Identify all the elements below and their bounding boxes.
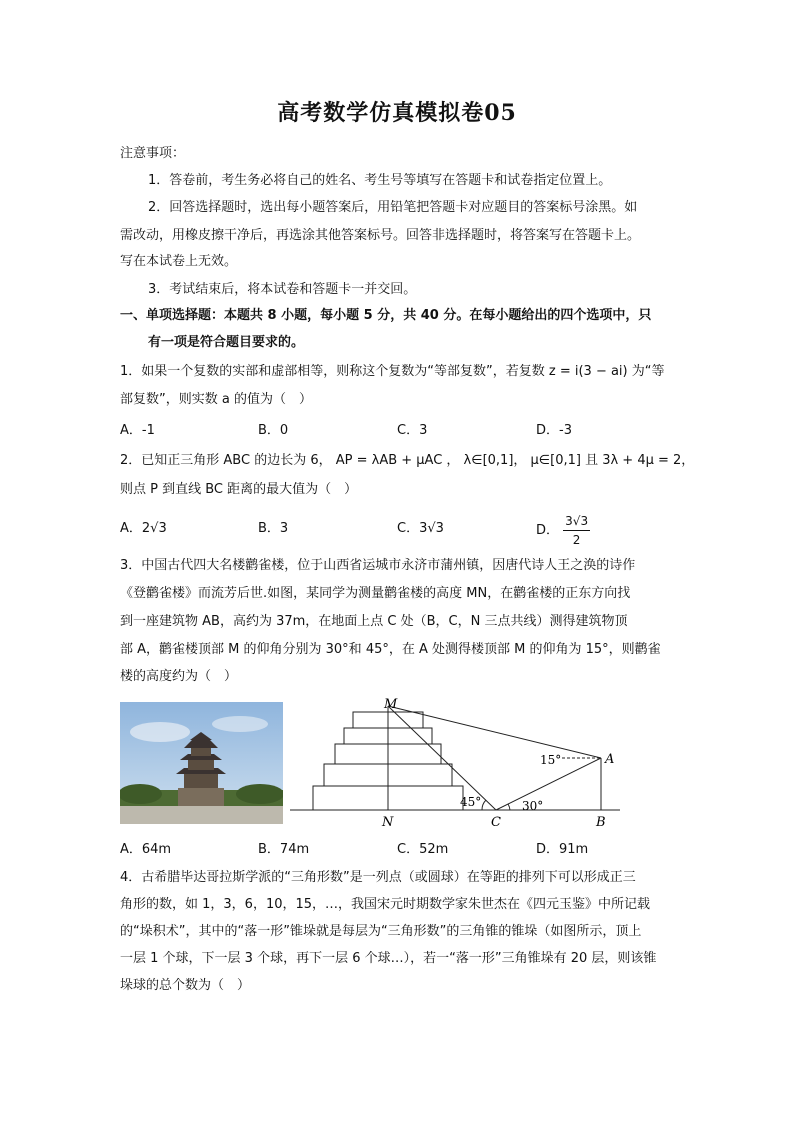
q3-option-a: A．64m (120, 842, 172, 857)
label-n: N (382, 815, 394, 830)
angle-45: 45° (460, 795, 482, 809)
q4-stem-1: 4．古希腊毕达哥拉斯学派的“三角形数”是一列点（或圆球）在等距的排列下可以形成正三 (120, 870, 636, 885)
q4-stem-5: 垛球的总个数为（ ） (120, 978, 251, 993)
notice-3: 3．考试结束后，将本试卷和答题卡一并交回。 (148, 282, 417, 297)
q3-option-c: C．52m (397, 842, 449, 857)
q2-option-a: A．2√3 (120, 521, 167, 536)
notice-2-cont2: 写在本试卷上无效。 (120, 254, 238, 269)
label-a: A (605, 752, 615, 767)
q2-option-c: C．3√3 (397, 521, 444, 536)
q4-stem-3: 的“垛积术”，其中的“落一形”锥垛就是每层为“三角形数”的三角锥的锥垛（如图所示，顶上 (120, 924, 642, 939)
notice-2-cont: 需改动，用橡皮擦干净后，再选涂其他答案标号。回答非选择题时，将答案写在答题卡上。 (120, 228, 641, 243)
notice-heading: 注意事项： (120, 146, 186, 161)
q2-option-b: B．3 (258, 521, 289, 536)
q3-stem-3: 到一座建筑物 AB，高约为 37m，在地面上点 C 处（B，C，N 三点共线）测得建筑物顶 (120, 614, 628, 629)
q1-option-b: B．0 (258, 423, 289, 438)
q1-option-a: A．-1 (120, 423, 155, 438)
angle-30: 30° (522, 799, 544, 813)
notice-1: 1．答卷前，考生务必将自己的姓名、考生号等填写在答题卡和试卷指定位置上。 (148, 173, 612, 188)
q2-option-d-denominator: 2 (572, 533, 581, 547)
q1-stem-cont: 部复数”，则实数 a 的值为（ ） (120, 392, 312, 407)
q1-option-c: C．3 (397, 423, 428, 438)
q3-stem-5: 楼的高度约为（ ） (120, 669, 238, 684)
q3-stem-2: 《登鹳雀楼》而流芳后世.如图，某同学为测量鹳雀楼的高度 MN，在鹳雀楼的正东方向找 (120, 586, 631, 601)
q4-stem-4: 一层 1 个球，下一层 3 个球，再下一层 6 个球…），若一“落一形”三角锥垛有 20 层，则该锥 (120, 951, 657, 966)
q2-option-d-numerator: 3√3 (563, 512, 590, 531)
q2-option-d-label: D． (536, 523, 560, 538)
label-c: C (491, 815, 501, 830)
q2-option-d-fraction (563, 512, 590, 549)
q4-stem-2: 角形的数，如 1，3，6，10，15，…，我国宋元时期数学家朱世杰在《四元玉鉴》中所记载 (120, 897, 651, 912)
label-m: M (384, 698, 398, 712)
tower-photo (120, 702, 283, 824)
q3-stem-4: 部 A，鹳雀楼顶部 M 的仰角分别为 30°和 45°，在 A 处测得楼顶部 M 的仰角为 15°，则鹳雀 (120, 642, 661, 657)
page-title: 高考数学仿真模拟卷05 (277, 100, 517, 126)
q2-stem-cont: 则点 P 到直线 BC 距离的最大值为（ ） (120, 482, 358, 497)
q1-option-d: D．-3 (536, 423, 572, 438)
label-b: B (596, 815, 606, 830)
q1-stem: 1．如果一个复数的实部和虚部相等，则称这个复数为“等部复数”，若复数 z = i(3 − ai) 为“等 (120, 364, 665, 379)
section-1-heading: 一、单项选择题：本题共 8 小题，每小题 5 分，共 40 分。在每小题给出的四个选项中，只 (120, 308, 652, 323)
q3-option-b: B．74m (258, 842, 310, 857)
notice-2: 2．回答选择题时，选出每小题答案后，用铅笔把答题卡对应题目的答案标号涂黑。如 (148, 200, 638, 215)
angle-15: 15° (540, 753, 562, 767)
tower-diagram (290, 698, 630, 830)
q3-option-d: D．91m (536, 842, 589, 857)
q2-option-d (536, 512, 590, 549)
q3-stem-1: 3．中国古代四大名楼鹳雀楼，位于山西省运城市永济市蒲州镇，因唐代诗人王之涣的诗作 (120, 558, 636, 573)
q2-stem: 2．已知正三角形 ABC 的边长为 6， AP = λAB + μAC ， λ∈[0,1]， μ∈[0,1] 且 3λ + 4μ = 2， (120, 453, 695, 468)
section-1-heading-cont: 有一项是符合题目要求的。 (148, 335, 305, 350)
